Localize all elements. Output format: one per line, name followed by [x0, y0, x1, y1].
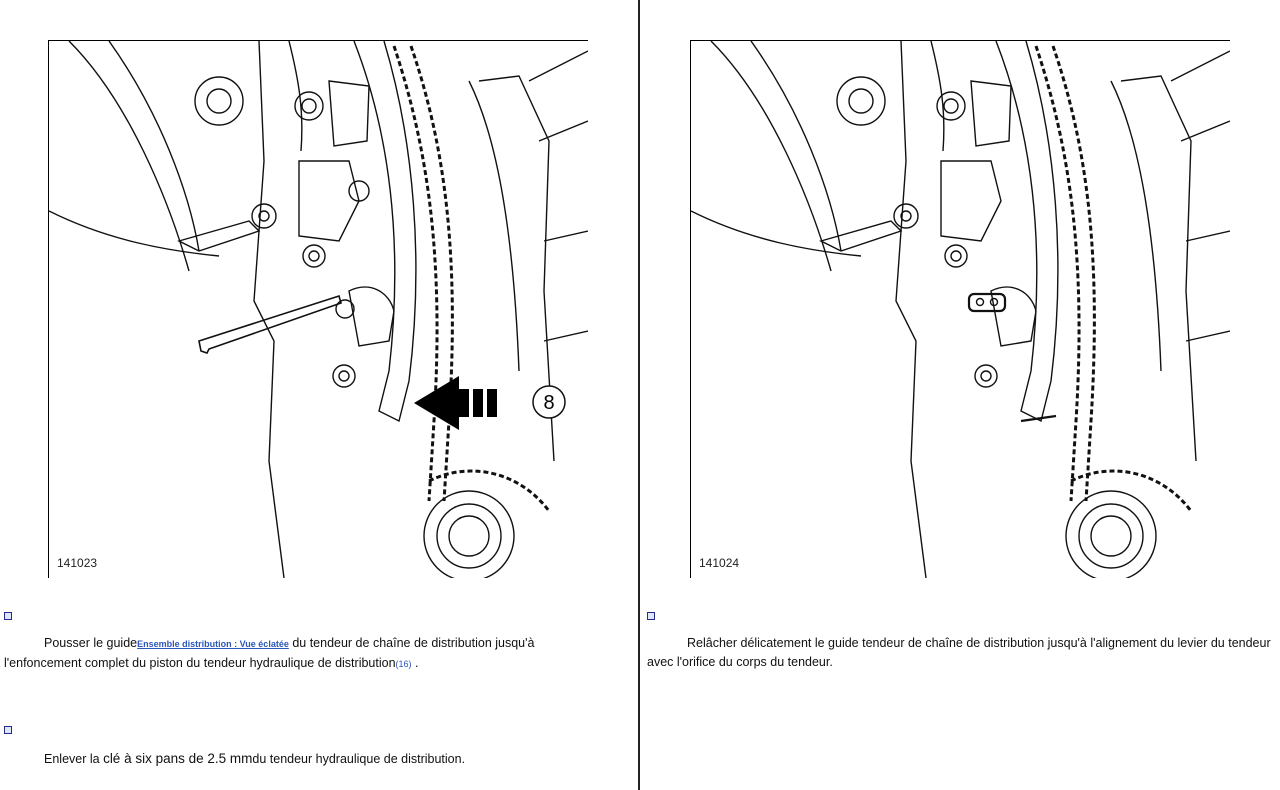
- step-text: .: [411, 656, 419, 670]
- step-text: du tendeur de chaîne de distribution jusqu'à l'enfoncement complet du piston du tendeur hydraulique de distribution: [4, 636, 535, 670]
- ref-open: (: [395, 659, 399, 669]
- step-remove-key: [4, 749, 609, 769]
- right-column: [641, 0, 1280, 790]
- figure-id: 141024: [699, 556, 740, 570]
- exploded-view-link[interactable]: Ensemble distribution : Vue éclatée: [137, 639, 289, 649]
- column-divider: [638, 0, 640, 790]
- engine-figure-right: [690, 40, 1230, 578]
- timing-chain-illustration-left: [49, 41, 588, 578]
- push-arrow: [414, 376, 497, 430]
- bullet-icon: [4, 726, 12, 734]
- bullet-icon: [647, 612, 655, 620]
- step-text: Relâcher délicatement le guide tendeur de chaîne de distribution jusqu'à l'alignement du levier du tendeur avec l'orifice du corps du tendeur.: [647, 636, 1271, 669]
- part-ref-link[interactable]: 16: [398, 659, 409, 669]
- figure-id: 141023: [57, 556, 98, 570]
- tool-name: clé à six pans de 2.5 mm: [103, 751, 253, 766]
- step-release-guide: [647, 634, 1275, 672]
- timing-chain-illustration-right: [691, 41, 1230, 578]
- step-text: du tendeur hydraulique de distribution.: [252, 752, 466, 766]
- step-push-guide: [4, 634, 609, 674]
- engine-figure-left: [48, 40, 588, 578]
- step-text: Pousser le guide: [44, 636, 138, 650]
- bullet-icon: [4, 612, 12, 620]
- left-column: [0, 0, 638, 790]
- ref-close: ): [408, 659, 412, 669]
- callout-number: 8: [543, 392, 555, 414]
- step-text: Enlever la: [44, 752, 104, 766]
